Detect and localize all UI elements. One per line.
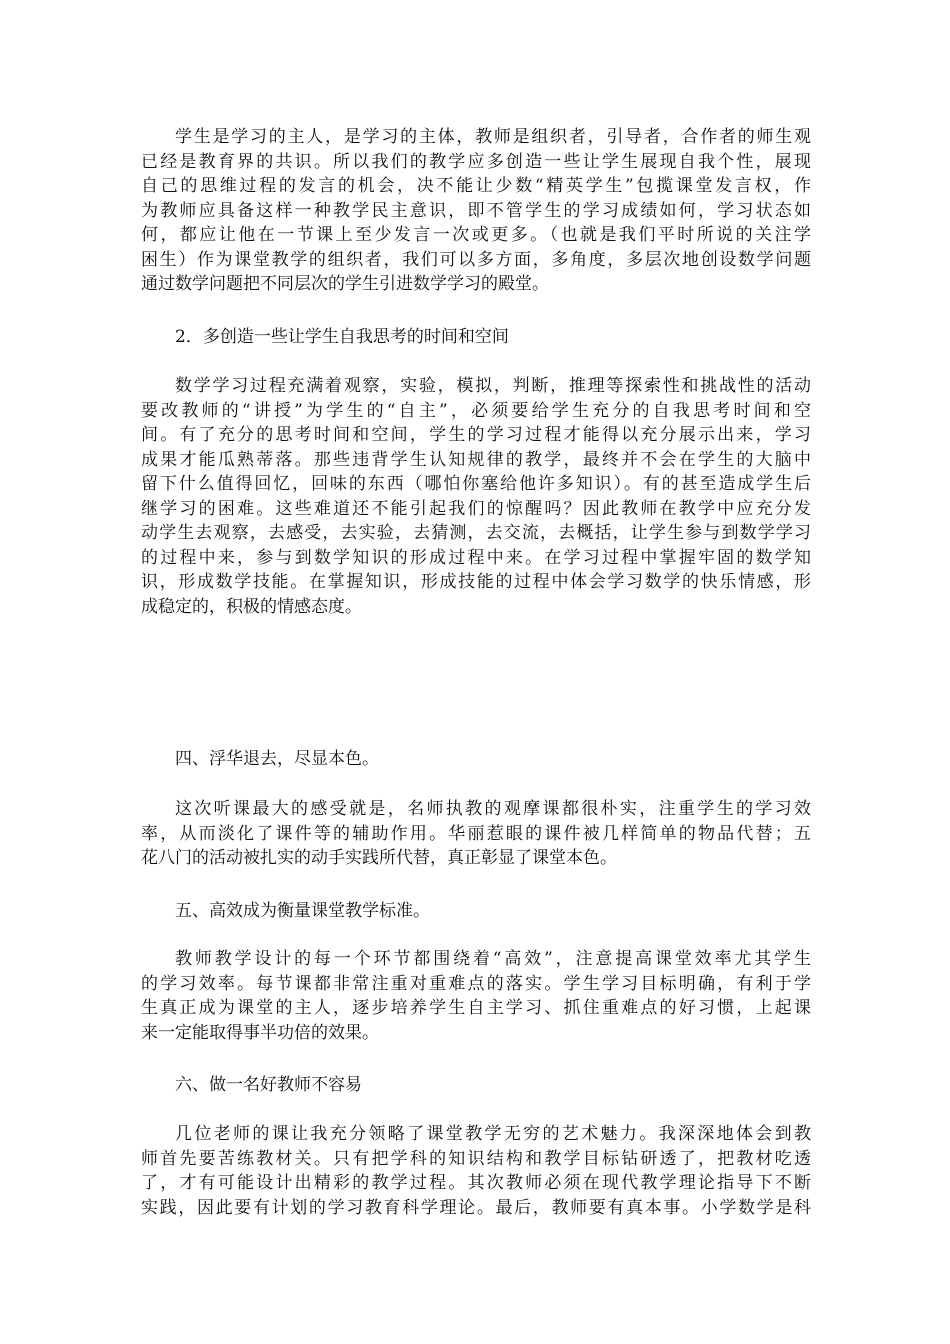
text-line: 成稳定的，积极的情感态度。: [141, 596, 362, 617]
text-line: 几位老师的课让我充分领略了课堂教学无穷的艺术魅力。我深深地体会到教: [175, 1124, 811, 1144]
section-heading-5: 五、高效成为衡量课堂教学标准。: [175, 901, 430, 921]
text-line: 自己的思维过程的发言的机会，决不能让少数“精英学生”包揽课堂发言权，作: [141, 176, 811, 196]
text-line: 要改教师的“讲授”为学生的“自主”，必须要给学生充分的自我思考时间和空: [141, 400, 811, 421]
text-line: 来一定能取得事半功倍的效果。: [141, 1022, 379, 1043]
text-line: 继学习的困难。这些难道还不能引起我们的惊醒吗？因此教师在教学中应充分发: [141, 498, 811, 519]
text-line: 动学生去观察，去感受，去实验，去猜测，去交流，去概括，让学生参与到数学学习: [141, 523, 811, 543]
paragraph-efficiency: [141, 947, 811, 1045]
text-line: 数学学习过程充满着观察，实验，模拟，判断，推理等探索性和挑战性的活动: [175, 376, 811, 396]
text-line: 留下什么值得回忆，回味的东西（哪怕你塞给他许多知识）。有的甚至造成学生后: [141, 474, 811, 494]
text-line: 了，才有可能设计出精彩的教学过程。其次教师必须在现代教学理论指导下不断: [141, 1173, 811, 1193]
text-line: 识，形成数学技能。在掌握知识，形成技能的过程中体会学习数学的快乐情感，形: [141, 572, 811, 592]
paragraph-thinking-time: [141, 374, 811, 619]
section-heading-2: 2．多创造一些让学生自我思考的时间和空间: [175, 327, 509, 347]
paragraph-plain-style: [141, 797, 811, 871]
text-line: 通过数学问题把不同层次的学生引进数学学习的殿堂。: [141, 274, 549, 294]
text-line: 成果才能瓜熟蒂落。那些违背学生认知规律的教学，最终并不会在学生的大脑中: [141, 449, 811, 470]
paragraph-good-teacher: [141, 1122, 811, 1220]
text-line: 实践，因此要有计划的学习教育科学理论。最后，教师要有真本事。小学数学是科: [141, 1197, 811, 1218]
text-line: 间。有了充分的思考时间和空间，学生的学习过程才能得以充分展示出来，学习: [141, 425, 811, 445]
text-line: 花八门的活动被扎实的动手实践所代替，真正彰显了课堂本色。: [141, 848, 617, 868]
text-line: 的过程中来，参与到数学知识的形成过程中来。在学习过程中掌握牢固的数学知: [141, 547, 811, 568]
section-heading-4: 四、浮华退去，尽显本色。: [175, 749, 379, 769]
text-line: 生真正成为课堂的主人，逐步培养学生自主学习、抓住重难点的好习惯，上起课: [141, 998, 811, 1018]
text-line: 已经是教育界的共识。所以我们的教学应多创造一些让学生展现自我个性，展现: [141, 151, 811, 172]
text-line: 的学习效率。每节课都非常注重对重难点的落实。学生学习目标明确，有利于学: [141, 973, 811, 994]
text-line: 学生是学习的主人，是学习的主体，教师是组织者，引导者，合作者的师生观: [175, 127, 811, 147]
text-line: 率，从而淡化了课件等的辅助作用。华丽惹眼的课件被几样简单的物品代替；五: [141, 823, 811, 844]
text-line: 这次听课最大的感受就是，名师执教的观摩课都很朴实，注重学生的学习效: [175, 799, 811, 819]
text-line: 何，都应让他在一节课上至少发言一次或更多。（也就是我们平时所说的关注学: [141, 225, 811, 245]
paragraph-learner-subject: [141, 125, 811, 297]
text-line: 师首先要苦练教材关。只有把学科的知识结构和教学目标钻研透了，把教材吃透: [141, 1148, 811, 1169]
text-line: 为教师应具备这样一种教学民主意识，即不管学生的学习成绩如何，学习状态如: [141, 200, 811, 221]
text-line: 困生）作为课堂教学的组织者，我们可以多方面，多角度，多层次地创设数学问题: [141, 249, 811, 270]
section-heading-6: 六、做一名好教师不容易: [175, 1075, 362, 1095]
text-line: 教师教学设计的每一个环节都围绕着“高效”，注意提高课堂效率尤其学生: [175, 949, 811, 969]
